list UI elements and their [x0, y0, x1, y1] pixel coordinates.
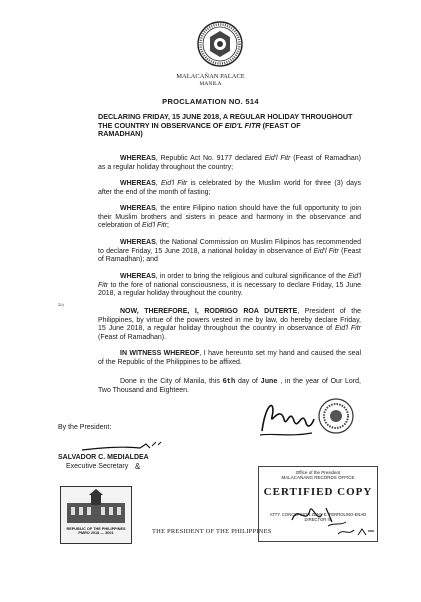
president-signature	[256, 395, 318, 441]
dry-seal-icon	[317, 397, 355, 435]
certified-copy-stamp: Office of the President MALACAÑANG RECORDS OFFICE CERTIFIED COPY ATTY. CONCEPCION ZENY E. FERROLINO-ENAD DIRECTOR IV	[258, 466, 378, 542]
secretary-title: Executive Secretary	[66, 463, 129, 470]
whereas-clause-3: WHEREAS, the entire Filipino nation should have the full opportunity to join their Muslim brothers and sisters in peace and harmony in the observance and celebration of Eid'l Fitr;	[98, 205, 361, 230]
footer-president-line: THE PRESIDENT OF THE PHILIPPINES	[152, 528, 272, 535]
palace-city: MANILA	[199, 81, 222, 87]
proclamation-title	[98, 113, 358, 139]
done-clause: Done in the City of Manila, this 6th day of June , in the year of Our Lord, Two Thousand and Eighteen.	[98, 378, 361, 394]
proclamation-number: PROCLAMATION NO. 514	[162, 97, 259, 106]
palace-icon	[61, 487, 131, 527]
presidential-seal-icon	[196, 20, 244, 68]
in-witness-clause: IN WITNESS WHEREOF, I have hereunto set my hand and caused the seal of the Republic of the Philippines to be affixed.	[98, 350, 362, 366]
bottom-seal: REPUBLIC OF THE PHILIPPINES PMRO 2018 — 3001	[60, 486, 132, 544]
margin-mark: ≈›	[58, 302, 65, 309]
whereas-clause-5: WHEREAS, in order to bring the religious and cultural significance of the Eid'l Fitr to the fore of national consciousness, it is necessary to declare Friday, 15 June 2018, a regular holiday throughout the country.	[98, 273, 361, 298]
initial-mark: &	[135, 462, 141, 471]
whereas-clause-2: WHEREAS, Eid'l Fitr is celebrated by the Muslim world for three (3) days after the end of the month of fasting;	[98, 180, 362, 196]
whereas-clause-1: WHEREAS, Republic Act No. 9177 declared Eid'l Fitr (Feast of Ramadhan) as a regular holiday throughout the country;	[98, 155, 362, 171]
whereas-clause-4: WHEREAS, the National Commission on Muslim Filipinos has recommended to declare Friday, 15 June 2018, a national holiday in observance of Eid'l Fitr (Feast of Ramadhan); and	[98, 239, 362, 264]
title-line-1: DECLARING FRIDAY, 15 JUNE 2018, A REGULAR HOLIDAY THROUGHOUT	[98, 112, 353, 121]
secretary-name: SALVADOR C. MEDIALDEA	[58, 454, 149, 461]
by-the-president: By the President:	[58, 424, 112, 431]
date-signature	[336, 526, 376, 538]
palace-name: MALACAÑAN PALACE	[176, 73, 245, 80]
secretary-signature	[80, 436, 170, 456]
title-line-2: THE COUNTRY IN OBSERVANCE OF EID'L FITR (FEAST OF	[98, 120, 301, 130]
now-therefore-clause: NOW, THEREFORE, I, RODRIGO ROA DUTERTE, President of the Philippines, by virtue of the powers vested in me by law, do hereby declare Friday, 15 June 2018, a regular holiday throughout the country in observance of Eid'l Fitr (Feast of Ramadhan).	[98, 308, 361, 341]
title-line-3: RAMADHAN)	[98, 129, 143, 139]
